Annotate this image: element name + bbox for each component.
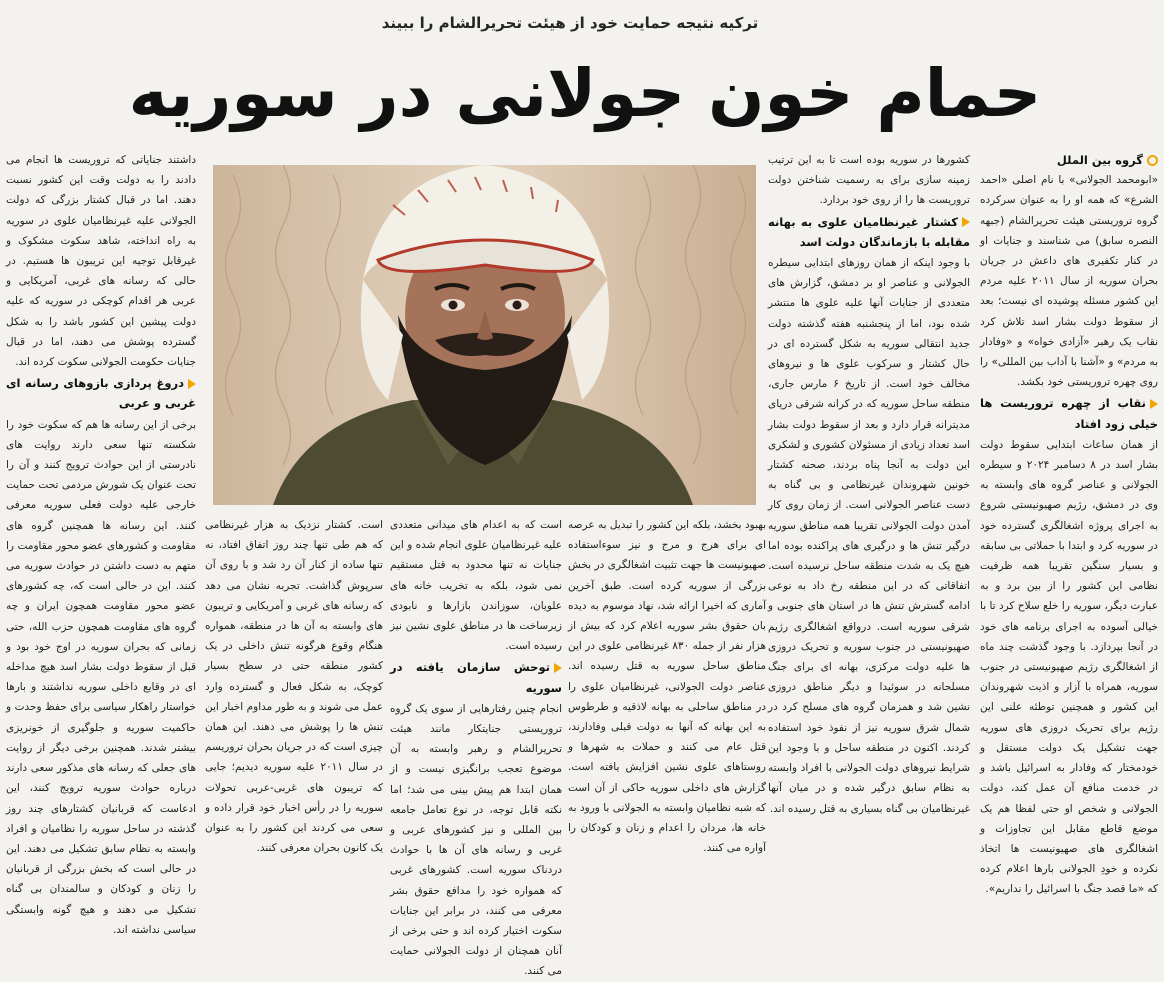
paragraph: بهبود بخشد، بلکه این کشور را تبدیل به عرصه ای برای هرج و مرج و نیز سوءاستفاده صهیونیست ها جهت تثبیت اشغالگری در بخش بزرگی از سوریه کرده است. طبق آخرین آماری که اخیرا ارائه شد، نهاد موسوم به دیده بان حقوق بشر سوریه اعلام کرد که بیش از هزار نفر از جمله ۸۳۰ غیرنظامی علوی در این مناطق ساحل سوریه به قتل رسیده اند. عناصر دولت الجولانی، غیرنظامیان علوی را در مناطق ساحلی به بهانه لاذقیه و طرطوس به این بهانه که آنها به دولت قبلی وفادارند، قتل عام می کنند و حملات به شهرها و روستاهای علوی نشین افزایش یافته است. گزارش های داخلی سوریه حاکی از آن است که شبه نظامیان وابسته به الجولانی با ورود به خانه ها، مردان را اعدام و زنان و کودکان را آواره می کنند. — [568, 519, 766, 855]
paragraph: «ابومحمد الجولانی» با نام اصلی «احمد الشرع» که همه او را به عنوان سرکرده گروه تروریستی هیئت تحریرالشام (جبهه النصره سابق) می شناسند و جنایات او در کنار تکفیری های داعش در جریان بحران سوریه از سال ۲۰۱۱ علیه مردم این کشور مسئله پوشیده ای نیست؛ بعد از سقوط دولت بشار اسد تلاش کرد نقاب یک رهبر «آزادی خواه» و «وفادار به مردم» و «آشنا با آداب بین المللی» را روی چهره تروریستی خود بکشد. — [980, 174, 1158, 389]
paragraph: از همان ساعات ابتدایی سقوط دولت بشار اسد در ۸ دسامبر ۲۰۲۴ و سیطره الجولانی و عناصر گروه های وابسته به وی در دمشق، رژیم صهیونیستی شروع به اجرای پروژه اشغالگری گسترده خود در سوریه کرد و ابتدا با حملاتی بی سابقه و بسیار سنگین تقریبا همه ظرفیت نظامی این کشور را از بین برد و به عبارت دیگر، سوریه را خلع سلاح کرد تا با خیالی آسوده به اجرای برنامه های خود در آنجا بپردازد. با وجود گذشت چند ماه از اشغالگری رژیم صهیونیستی در جنوب سوریه، همراه با آزار و اذیت شهروندان این کشور و همچنین توطئه علنی این رژیم برای تحریک دروزی های سوریه جهت تشکیل یک دولت مستقل و خودمختار که وفادار به اسرائیل باشد و در خدمت منافع آن عمل کند، دولت الجولانی و شخص او حتی لفظا هم یک موضع قاطع مقابل این تجاوزات و اشغالگری های صهیونیست ها اتخاذ نکرده و خودِ الجولانی بارها اعلام کرده که «ما قصد جنگ با اسرائیل را نداریم». — [980, 438, 1159, 896]
article-subtitle: ترکیه نتیجه حمایت خود از هیئت تحریرالشام را ببیند — [381, 14, 759, 32]
section-heading: توحش سازمان یافته در سوریه — [390, 660, 562, 695]
bullet-icon — [554, 663, 562, 673]
column-heading: گروه بین الملل — [980, 150, 1158, 170]
article-headline: حمام خون جولانی در سوریه — [128, 55, 1042, 132]
section-logo-icon — [1147, 155, 1158, 166]
paragraph: برخی از این رسانه ها هم که سکوت خود را شکسته تنها سعی دارند روایت های نادرستی از این حوادث ترویج کنند و آن را تحت عنوان یک شورش مردمی تحت حمایت خارجی علیه دولت فعلی سوریه معرفی کنند. این رسانه ها همچنین گروه های مقاومت و کشورهای عضو محور مقاومت را متهم به دست داشتن در حوادث سوریه می کنند. این در حالی است که، چه کشورهای عضو محور مقاومت همچون ایران و چه گروه های مقاومت همچون حزب الله، حتی زمانی که بحران سوریه در اوج خود بود و قبل از سقوط دولت بشار اسد هیچ مداخله ای در وقایع داخلی سوریه نداشتند و بارها خواستار راهکار سیاسی برای حفظ وحدت و حاکمیت سوریه و جلوگیری از خونریزی بیشتر شدند. همچنین برخی دیگر از روایت های جعلی که رسانه های مذکور سعی دارند درباره حوادث سوریه ترویج کنند، این ادعاست که قربانیان کشتارهای چند روز گذشته در ساحل سوریه را نظامیان و افراد وابسته به نظام سابق تشکیل می دهند. این در حالی است که بخش بزرگی از قربانیان را زنان و کودکان و سالمندان بی گناه تشکیل می دهند و هیچ گونه وابستگی سیاسی نداشته اند. — [6, 418, 196, 936]
article-column-2-upper — [768, 150, 970, 815]
bullet-icon — [962, 217, 970, 227]
article-column-5 — [205, 515, 383, 855]
paragraph: با وجود اینکه از همان روزهای ابتدایی سیطره الجولانی و عناصر او بر دمشق، گزارش های متعددی از جنایات آنها علیه علوی ها منتشر شده بود، اما از پنجشنبه هفته گذشته دولت جدید انتقالی سوریه به شکل گسترده ای در حال کشتار و سرکوب علوی ها و نیروهای مخالف خود است. از تاریخ ۶ مارس جاری، منطقه ساحل سوریه که در کرانه شرقی دریای مدیترانه قرار دارد و بعد از سقوط دولت بشار اسد تعداد زیادی از مسئولان کشوری و لشکری این دولت به آنجا پناه بردند، صحنه کشتار خونین شهروندان غیرنظامی و بی گناه به دست عناصر الجولانی است. از زمان روی کار آمدن دولت الجولانی تقریبا همه مناطق سوریه درگیر تنش ها و درگیری های پراکنده بوده اما هیچ یک به شدت منطقه ساحل نرسیده است. اتفاقاتی که در این منطقه رخ داد به نوعی ادامه گسترش تنش ها در استان های جنوبی و شرقی سوریه است. درواقع اشغالگری رژیم صهیونیستی در جنوب سوریه و تحریک دروزی ها علیه دولت مرکزی، بهانه ای برای جنگ مسلحانه در سوئیدا و دیگر مناطق دروزی نشین شد و همزمان گروه های مسلح کرد در شمال شرق سوریه نیز از نفوذ خود استفاده کردند. اکنون در منطقه ساحل و با وجود این شرایط نیروهای دولت الجولانی با افراد وابسته به نظام سابق درگیر شده و در میان آنها غیرنظامیان بی گناه بسیاری به قتل رسیده اند. — [768, 257, 970, 815]
article-column-1 — [980, 150, 1159, 896]
bullet-icon — [188, 379, 196, 389]
paragraph: انجام چنین رفتارهایی از سوی یک گروه تروریستی جنایتکار مانند هیئت تحریرالشام و رهبر وابسته به آن موضوع تعجب برانگیزی نیست و از همان ابتدا هم پیش بینی می شد؛ اما نکته قابل توجه، در نوع تعامل جامعه بین المللی و نیز کشورهای عربی و غربی و رسانه های آن ها با حوادث دردناک سوریه است. کشورهای غربی که همواره خود را مدافع حقوق بشر معرفی می کنند، در برابر این جنایات سکوت اختیار کرده اند و حتی برخی از آنان همچنان از دولت الجولانی حمایت می کنند. — [390, 702, 562, 978]
article-column-6 — [6, 150, 196, 936]
bullet-icon — [1150, 399, 1158, 409]
section-heading: نقاب از چهره تروریست ها خیلی زود افتاد — [980, 396, 1158, 431]
section-heading: کشتار غیرنظامیان علوی به بهانه مقابله با بازماندگان دولت اسد — [768, 214, 970, 249]
paragraph: کشورها در سوریه بوده است تا به این ترتیب زمینه سازی برای به رسمیت شناختن دولت تروریست ها را از روی خود بردارد. — [768, 154, 970, 207]
paragraph: است که به اعدام های میدانی متعددی علیه غیرنظامیان علوی انجام شده و این جنایات نه تنها محدود به قتل مستقیم نمی شود، بلکه به تخریب خانه های علویان، سوزاندن بازارها و نابودی زیرساخت ها در مناطق علوی نشین نیز رسیده است. — [390, 519, 562, 653]
article-photo — [213, 165, 756, 505]
section-heading: دروغ پردازی بازوهای رسانه ای غربی و عربی — [6, 376, 196, 411]
paragraph: است. کشتار نزدیک به هزار غیرنظامی که هم طی تنها چند روز اتفاق افتاد، نه تنها ساده از کنار آن رد شد و با روی آن سرپوش گذاشت. تجربه نشان می دهد که رسانه های غربی و آمریکایی و تریبون های وابسته به آن ها در منطقه، همواره هنگام وقوع هرگونه تنش داخلی در یک کشور منطقه حتی در سطح بسیار کوچک، به شکل فعال و گسترده وارد عمل می شوند و به طور مداوم اخبار این تنش ها را پوشش می دهند. این همان چیزی است که در جریان بحران تروریسم در سال ۲۰۱۱ علیه سوریه دیدیم؛ جایی که تریبون های غربی-عربی تحولات سوریه را در رأس اخبار خود قرار داده و سعی می کردند این کشور را به عنوان یک کانون بحران معرفی کنند. — [205, 519, 383, 855]
paragraph: داشتند جنایاتی که تروریست ها انجام می دادند را به دولت وقت این کشور نسبت دهند. اما در قبال کشتار بزرگی که دولت الجولانی علیه غیرنظامیان علوی در سوریه به راه انداخته، شاهد سکوت مشکوک و غیرقابل توجیه این تریبون ها هستیم. در حالی که رسانه های غربی، آمریکایی و عربی هر اقدام کوچکی در سوریه که علیه دولت پیشین این کشور باشد را به شکل گسترده پوشش می دهند، اما در قبال جنایات حکومت الجولانی سکوت کرده اند. — [6, 154, 196, 369]
article-column-4 — [390, 515, 562, 978]
article-column-3 — [568, 515, 766, 855]
